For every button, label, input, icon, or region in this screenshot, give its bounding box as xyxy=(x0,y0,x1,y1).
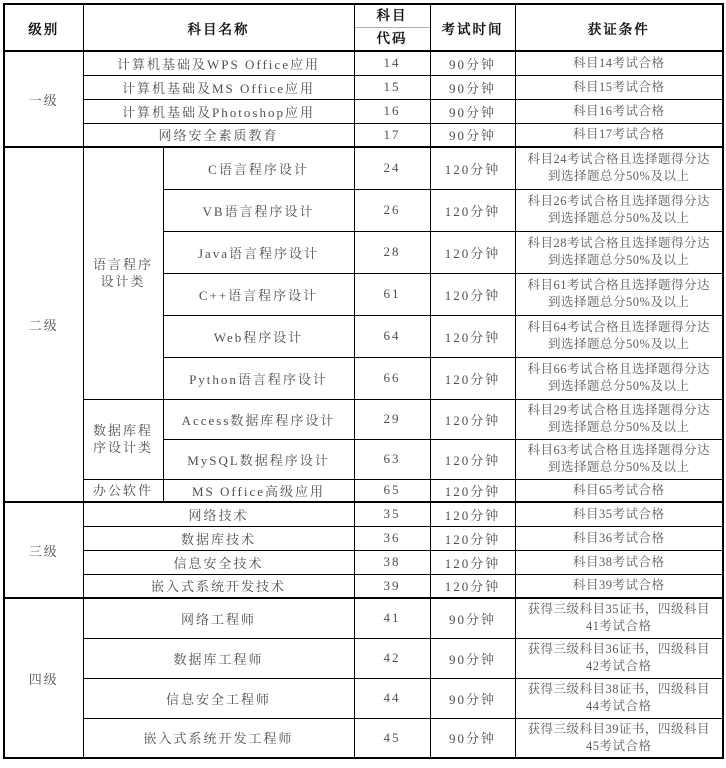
subject-cell: 嵌入式系统开发技术 xyxy=(83,574,354,598)
subject-cell: 网络安全素质教育 xyxy=(83,123,354,147)
subject-cell: MS Office高级应用 xyxy=(163,479,354,502)
code-cell: 16 xyxy=(354,99,430,123)
subject-cell: Access数据库程序设计 xyxy=(163,399,354,439)
subject-cell: 数据库工程师 xyxy=(83,638,354,678)
condition-cell: 科目63考试合格且选择题得分达到选择题总分50%及以上 xyxy=(515,439,723,479)
subject-cell: 网络技术 xyxy=(83,502,354,526)
subject-cell: 计算机基础及MS Office应用 xyxy=(83,75,354,99)
time-cell: 120分钟 xyxy=(430,574,515,598)
code-cell: 14 xyxy=(354,51,430,75)
table-row xyxy=(4,51,723,75)
subject-cell: MySQL数据程序设计 xyxy=(163,439,354,479)
level-cell-4: 四级 xyxy=(4,598,83,758)
level-cell-2: 二级 xyxy=(4,147,83,502)
code-cell: 28 xyxy=(354,231,430,273)
subject-cell: 计算机基础及Photoshop应用 xyxy=(83,99,354,123)
condition-cell: 科目66考试合格且选择题得分达到选择题总分50%及以上 xyxy=(515,357,723,399)
code-cell: 64 xyxy=(354,315,430,357)
condition-cell: 科目38考试合格 xyxy=(515,550,723,574)
subject-cell: 网络工程师 xyxy=(83,598,354,638)
time-cell: 90分钟 xyxy=(430,51,515,75)
condition-cell: 科目16考试合格 xyxy=(515,99,723,123)
subject-cell: Python语言程序设计 xyxy=(163,357,354,399)
exam-subjects-table xyxy=(3,3,724,759)
table-row xyxy=(4,123,723,147)
category-cell-office: 办公软件 xyxy=(83,479,163,502)
table-row xyxy=(4,718,723,758)
category-cell-language: 语言程序设计类 xyxy=(83,147,163,399)
time-cell: 90分钟 xyxy=(430,75,515,99)
condition-cell: 科目65考试合格 xyxy=(515,479,723,502)
subject-cell: C语言程序设计 xyxy=(163,147,354,189)
code-cell: 63 xyxy=(354,439,430,479)
table-row xyxy=(4,550,723,574)
table-row xyxy=(4,574,723,598)
code-cell: 26 xyxy=(354,189,430,231)
time-cell: 90分钟 xyxy=(430,598,515,638)
subject-cell: VB语言程序设计 xyxy=(163,189,354,231)
condition-cell: 科目39考试合格 xyxy=(515,574,723,598)
table-header-row xyxy=(4,4,723,51)
header-subject-code-line1: 科目 xyxy=(376,8,408,23)
time-cell: 90分钟 xyxy=(430,123,515,147)
condition-cell: 科目36考试合格 xyxy=(515,526,723,550)
condition-cell: 科目29考试合格且选择题得分达到选择题总分50%及以上 xyxy=(515,399,723,439)
table-row xyxy=(4,678,723,718)
header-cert-condition: 获证条件 xyxy=(515,4,723,51)
code-cell: 45 xyxy=(354,718,430,758)
time-cell: 120分钟 xyxy=(430,273,515,315)
table-row xyxy=(4,99,723,123)
condition-cell: 获得三级科目35证书，四级科目41考试合格 xyxy=(515,598,723,638)
time-cell: 90分钟 xyxy=(430,718,515,758)
table-row xyxy=(4,147,723,189)
table-row xyxy=(4,399,723,439)
code-cell: 42 xyxy=(354,638,430,678)
header-subject-name: 科目名称 xyxy=(83,4,354,51)
time-cell: 90分钟 xyxy=(430,678,515,718)
condition-cell: 科目15考试合格 xyxy=(515,75,723,99)
level-cell-1: 一级 xyxy=(4,51,83,147)
time-cell: 120分钟 xyxy=(430,315,515,357)
table-row xyxy=(4,75,723,99)
code-cell: 44 xyxy=(354,678,430,718)
condition-cell: 科目28考试合格且选择题得分达到选择题总分50%及以上 xyxy=(515,231,723,273)
condition-cell: 科目61考试合格且选择题得分达到选择题总分50%及以上 xyxy=(515,273,723,315)
condition-cell: 科目17考试合格 xyxy=(515,123,723,147)
code-cell: 36 xyxy=(354,526,430,550)
level-cell-3: 三级 xyxy=(4,502,83,598)
condition-cell: 获得三级科目38证书，四级科目44考试合格 xyxy=(515,678,723,718)
time-cell: 120分钟 xyxy=(430,357,515,399)
code-cell: 65 xyxy=(354,479,430,502)
header-level: 级别 xyxy=(4,4,83,51)
code-cell: 35 xyxy=(354,502,430,526)
code-cell: 39 xyxy=(354,574,430,598)
time-cell: 120分钟 xyxy=(430,479,515,502)
code-cell: 17 xyxy=(354,123,430,147)
condition-cell: 科目14考试合格 xyxy=(515,51,723,75)
header-subject-code xyxy=(354,4,430,51)
header-subject-code-line2: 代码 xyxy=(376,31,408,46)
condition-cell: 获得三级科目36证书，四级科目42考试合格 xyxy=(515,638,723,678)
time-cell: 120分钟 xyxy=(430,189,515,231)
subject-cell: C++语言程序设计 xyxy=(163,273,354,315)
code-cell: 24 xyxy=(354,147,430,189)
table-row xyxy=(4,598,723,638)
table-row xyxy=(4,526,723,550)
header-exam-time: 考试时间 xyxy=(430,4,515,51)
condition-cell: 科目64考试合格且选择题得分达到选择题总分50%及以上 xyxy=(515,315,723,357)
table-row xyxy=(4,502,723,526)
code-cell: 29 xyxy=(354,399,430,439)
subject-cell: 信息安全工程师 xyxy=(83,678,354,718)
subject-cell: 信息安全技术 xyxy=(83,550,354,574)
condition-cell: 获得三级科目39证书，四级科目45考试合格 xyxy=(515,718,723,758)
table-row xyxy=(4,638,723,678)
time-cell: 120分钟 xyxy=(430,550,515,574)
code-cell: 61 xyxy=(354,273,430,315)
subject-cell: 计算机基础及WPS Office应用 xyxy=(83,51,354,75)
time-cell: 120分钟 xyxy=(430,399,515,439)
category-cell-database: 数据库程序设计类 xyxy=(83,399,163,479)
condition-cell: 科目24考试合格且选择题得分达到选择题总分50%及以上 xyxy=(515,147,723,189)
time-cell: 120分钟 xyxy=(430,502,515,526)
code-cell: 15 xyxy=(354,75,430,99)
subject-cell: 数据库技术 xyxy=(83,526,354,550)
time-cell: 120分钟 xyxy=(430,231,515,273)
subject-cell: Web程序设计 xyxy=(163,315,354,357)
subject-cell: 嵌入式系统开发工程师 xyxy=(83,718,354,758)
time-cell: 90分钟 xyxy=(430,99,515,123)
time-cell: 90分钟 xyxy=(430,638,515,678)
condition-cell: 科目35考试合格 xyxy=(515,502,723,526)
time-cell: 120分钟 xyxy=(430,439,515,479)
time-cell: 120分钟 xyxy=(430,526,515,550)
subject-cell: Java语言程序设计 xyxy=(163,231,354,273)
time-cell: 120分钟 xyxy=(430,147,515,189)
code-cell: 41 xyxy=(354,598,430,638)
table-row xyxy=(4,479,723,502)
code-cell: 66 xyxy=(354,357,430,399)
code-cell: 38 xyxy=(354,550,430,574)
condition-cell: 科目26考试合格且选择题得分达到选择题总分50%及以上 xyxy=(515,189,723,231)
